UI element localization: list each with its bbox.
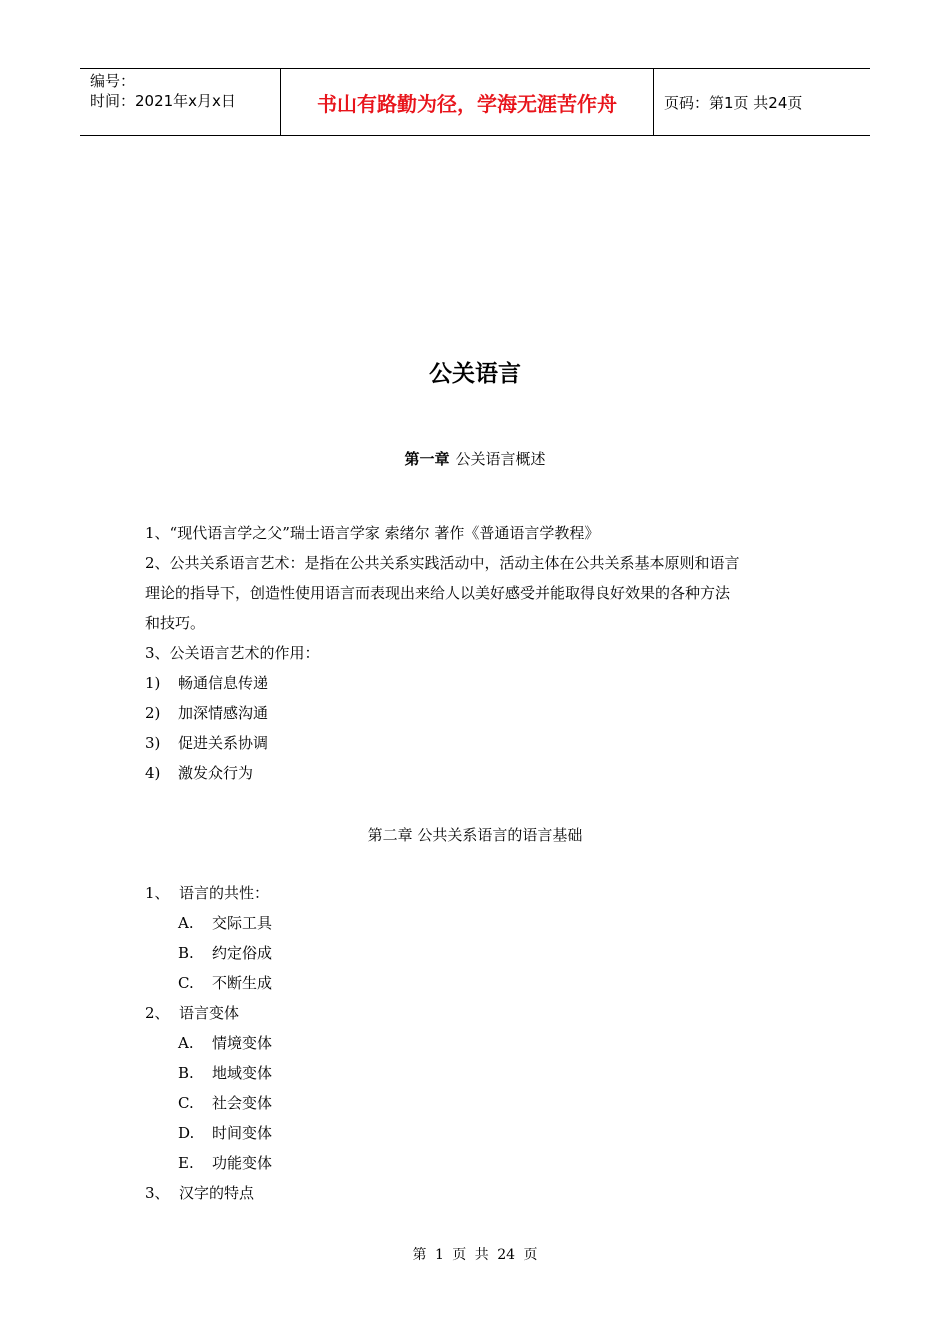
serial-label: 编号： (90, 72, 136, 90)
chapter1-number: 第一章 (404, 450, 450, 468)
header-page-info: 页码：第1页 共24页 (664, 93, 803, 112)
chapter1-item-2-cont: 理论的指导下，创造性使用语言而表现出来给人以美好感受并能取得良好效果的各种方法 (145, 584, 731, 602)
chapter1-item-3: 3、公关语言艺术的作用： (145, 644, 320, 662)
chapter2-section-1: 1、 语言的共性： (145, 884, 270, 902)
chapter1-item-2-end: 和技巧。 (145, 614, 206, 632)
chapter1-item-2: 2、公共关系语言艺术：是指在公共关系实践活动中，活动主体在公共关系基本原则和语言 (145, 554, 740, 572)
sub-item: B. 地域变体 (178, 1064, 273, 1082)
role-item: 2) 加深情感沟通 (145, 704, 269, 722)
page-footer: 第 1 页 共 24 页 (412, 1247, 538, 1263)
chapter2-section-2: 2、 语言变体 (145, 1004, 240, 1022)
role-item: 1) 畅通信息传递 (145, 674, 269, 692)
chapter1-item-1: 1、“现代语言学之父”瑞士语言学家 索绪尔 著作《普通语言学教程》 (145, 524, 600, 542)
sub-item: D. 时间变体 (178, 1124, 273, 1142)
sub-item: C. 不断生成 (178, 974, 273, 992)
chapter1-heading (0, 448, 950, 469)
header-motto: 书山有路勤为径，学海无涯苦作舟 (281, 69, 654, 135)
time-label: 时间：2021年x月x日 (90, 92, 236, 110)
document-title: 公关语言 (429, 361, 521, 387)
sub-item: E. 功能变体 (178, 1154, 273, 1172)
chapter2-section-3: 3、 汉字的特点 (145, 1184, 255, 1202)
chapter1-name: 公关语言概述 (455, 450, 546, 468)
header-left-cell (80, 69, 281, 135)
role-item: 4) 激发众行为 (145, 764, 254, 782)
sub-item: A. 交际工具 (178, 914, 273, 932)
page-header (80, 68, 870, 136)
sub-item: C. 社会变体 (178, 1094, 273, 1112)
sub-item: A. 情境变体 (178, 1034, 273, 1052)
chapter2-heading: 第二章 公共关系语言的语言基础 (367, 826, 583, 844)
sub-item: B. 约定俗成 (178, 944, 273, 962)
role-item: 3) 促进关系协调 (145, 734, 269, 752)
